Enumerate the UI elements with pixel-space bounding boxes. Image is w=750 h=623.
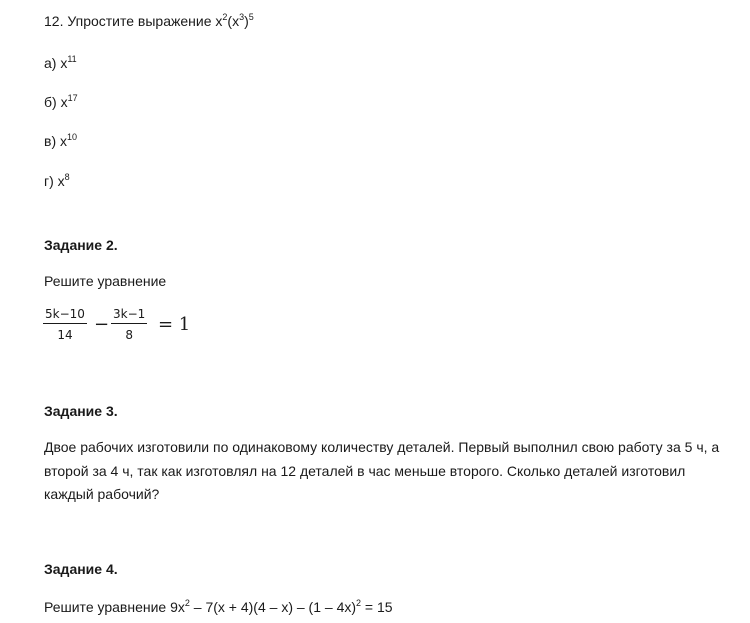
exponent: 2 [184, 598, 190, 608]
exponent: 3 [239, 12, 245, 22]
task-3-text: Двое рабочих изготовили по одинаковому количеству деталей. Первый выполнил свою работу за 5 ч, а второй за 4 ч, так как изготовлял на 12 деталей в час меньше второго. Сколько деталей изготовил каждый рабочий? [44, 439, 720, 502]
exponent: 8 [64, 172, 70, 182]
question-12-text: 12. Упростите выражение x [44, 13, 223, 29]
fraction-2-denominator: 8 [125, 328, 133, 342]
fraction-2 [111, 307, 147, 342]
option-b [44, 93, 78, 111]
fraction-1 [43, 307, 87, 342]
option-d [44, 172, 70, 190]
exponent: 17 [67, 93, 78, 103]
option-label: в) x [44, 133, 67, 149]
exponent: 5 [248, 12, 254, 22]
option-label: г) x [44, 173, 65, 189]
minus-sign: − [94, 314, 110, 335]
exponent: 2 [222, 12, 228, 22]
task-4-equation [44, 598, 393, 616]
equation-part: – 7(x + 4)(4 – x) – (1 – 4x) [189, 599, 357, 615]
equation-part: = 15 [361, 599, 393, 615]
question-12 [44, 12, 254, 30]
option-c [44, 132, 77, 150]
exponent: 2 [356, 598, 362, 608]
equation-rhs: = 1 [158, 314, 191, 335]
fraction-2-numerator: 3k−1 [113, 307, 146, 321]
option-label: б) x [44, 94, 68, 110]
exponent: 10 [67, 132, 78, 142]
fraction-1-numerator: 5k−10 [45, 307, 85, 321]
task-2-instruction: Решите уравнение [44, 273, 167, 289]
expression-part: (x [227, 13, 240, 29]
expression-part: ) [244, 13, 249, 29]
fraction-1-denominator: 14 [57, 328, 73, 342]
task-4-title: Задание 4. [44, 561, 118, 577]
task-3-title: Задание 3. [44, 403, 118, 419]
option-label: а) x [44, 55, 68, 71]
option-a [44, 54, 77, 72]
equation-part: Решите уравнение 9x [44, 599, 185, 615]
exponent: 11 [67, 54, 77, 64]
task-2-title: Задание 2. [44, 237, 118, 253]
